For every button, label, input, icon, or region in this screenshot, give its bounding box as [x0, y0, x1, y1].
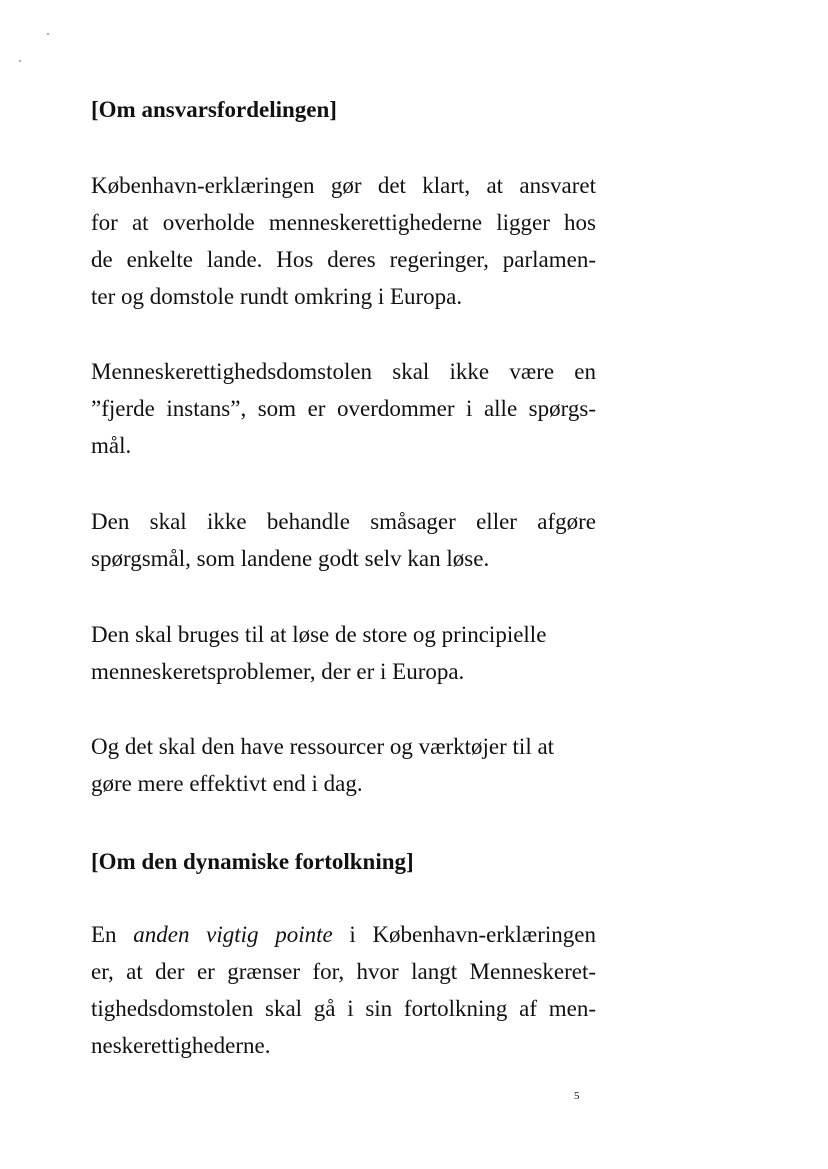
paragraph-interpretation-limits — [91, 916, 596, 1064]
text-line: Den skal bruges til at løse de store og principielle — [91, 622, 547, 647]
scan-speck — [19, 60, 21, 62]
scan-speck — [47, 33, 49, 35]
text-fragment: En — [91, 922, 134, 947]
paragraph-small-cases — [91, 503, 596, 577]
text-line: menneskeretsproblemer, der er i Europa. — [91, 659, 465, 684]
section-heading-responsibility: [Om ansvarsfordelingen] — [91, 97, 337, 122]
text-line: tighedsdomstolen skal gå i sin fortolkning af men- — [91, 996, 596, 1021]
text-line: ”fjerde instans”, som er overdommer i alle spørgs- — [91, 396, 596, 421]
text-line: mål. — [91, 433, 132, 458]
text-line: København-erklæringen gør det klart, at ansvaret — [91, 173, 596, 198]
text-line: de enkelte lande. Hos deres regeringer, parlamen- — [91, 247, 596, 272]
text-line: Menneskerettighedsdomstolen skal ikke være en — [91, 359, 596, 384]
emphasized-text: anden vigtig pointe — [133, 922, 333, 947]
text-line: for at overholde menneskerettighederne ligger hos — [91, 210, 596, 235]
paragraph-fourth-instance — [91, 353, 596, 464]
text-line — [91, 916, 596, 953]
page-number: 5 — [574, 1090, 580, 1102]
paragraph-resources — [91, 728, 554, 802]
text-line: Og det skal den have ressourcer og værktøjer til at — [91, 734, 555, 759]
paragraph-principal-problems — [91, 616, 546, 690]
paragraph-copenhagen-declaration — [91, 167, 596, 315]
text-line: gøre mere effektivt end i dag. — [91, 771, 363, 796]
text-line: er, at der er grænser for, hvor langt Menneskeret- — [91, 959, 596, 984]
text-line: neskerettighederne. — [91, 1033, 271, 1058]
section-heading-dynamic-interpretation: [Om den dynamiske fortolkning] — [91, 849, 414, 874]
text-line: spørgsmål, som landene godt selv kan løse. — [91, 546, 490, 571]
text-line: Den skal ikke behandle småsager eller afgøre — [91, 509, 596, 534]
text-line: ter og domstole rundt omkring i Europa. — [91, 284, 463, 309]
text-fragment: i København-erklæringen — [332, 922, 596, 947]
